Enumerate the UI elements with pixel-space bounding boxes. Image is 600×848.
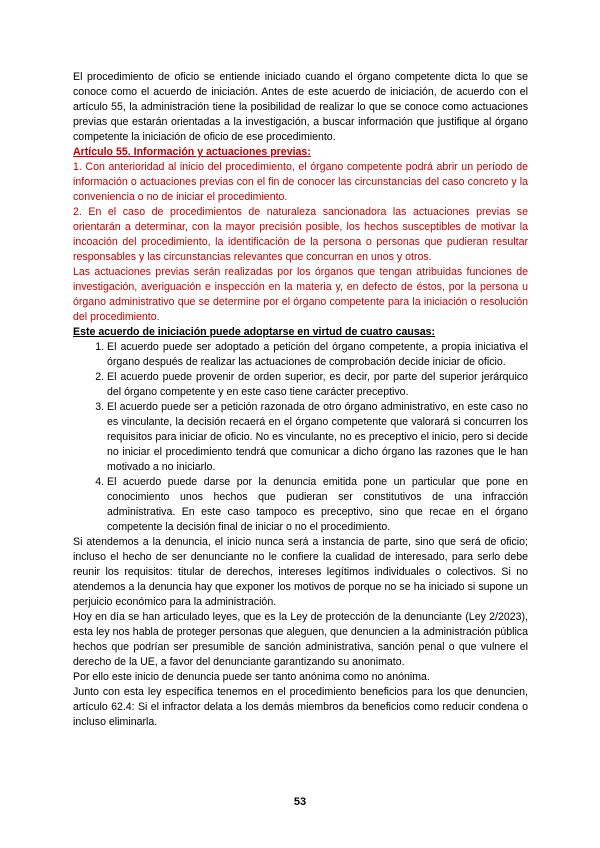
article-55-point-3: Las actuaciones previas serán realizadas por los órganos que tengan atribuidas funciones de investigación, averiguación e inspección en la materia y, en defecto de éstos, por la persona u órgano administrativo que se determine por el órgano competente para la iniciación o resolución del procedimiento. bbox=[73, 266, 528, 323]
ley-paragraph: Hoy en día se han articulado leyes, que es la Ley de protección de la denunciante (Ley 2/2023), esta ley nos habla de proteger personas que aleguen, que denuncien a la administración pública hechos que podrían ser presumible de sanción administrativa, sanción penal o que vulnere el derecho de la UE, a favor del denunciante garantizando su anonimato. bbox=[73, 611, 528, 668]
cause-item: 3. El acuerdo puede ser a petición razonada de otro órgano administrativo, en este caso no es vinculante, la decisión recaerá en el órgano competente que valorará si concurren los requisitos para iniciar de oficio. No es vinculante, no es preceptivo el inicio, pero si decide no iniciar el procedimiento tendrá que comunicar a dicho órgano las razones que le han motivado a no iniciarlo. bbox=[107, 400, 528, 475]
causes-heading: Este acuerdo de iniciación puede adoptarse en virtud de cuatro causas: bbox=[73, 326, 436, 338]
article-55-point-1: 1. Con anterioridad al inicio del procedimiento, el órgano competente podrá abrir un período de información o actuaciones previas con el fin de conocer las circunstancias del caso concreto y la conveniencia o no de iniciar el procedimiento. bbox=[73, 161, 528, 203]
junto-paragraph: Junto con esta ley específica tenemos en el procedimiento beneficios para los que denuncien, artículo 62.4: Si el infractor delata a los demás miembros da beneficios como reducir condena o incluso eliminarla. bbox=[73, 686, 528, 728]
page-number: 53 bbox=[293, 796, 307, 808]
cause-item: 1. El acuerdo puede ser adoptado a petición del órgano competente, a propia iniciativa el órgano después de realizar las actuaciones de comprobación decide iniciar de oficio. bbox=[107, 340, 528, 370]
causes-list bbox=[73, 340, 528, 535]
anonima-paragraph: Por ello este inicio de denuncia puede ser tanto anónima como no anónima. bbox=[73, 671, 430, 683]
article-55-point-2: 2. En el caso de procedimientos de naturaleza sancionadora las actuaciones previas se orientarán a determinar, con la mayor precisión posible, los hechos susceptibles de motivar la incoación del procedimiento, la identificación de la persona o personas que pudieran resultar responsables y las circunstancias relevantes que concurran en unos y otros. bbox=[73, 206, 528, 263]
cause-item: 4. El acuerdo puede darse por la denuncia emitida pone un particular que pone en conocimiento unos hechos que pudieran ser constitutivos de una infracción administrativa. En este caso tampoco es preceptivo, sino que recae en el órgano competente la decisión final de iniciar o no el procedimiento. bbox=[107, 475, 528, 535]
document-body bbox=[73, 70, 528, 730]
denuncia-paragraph: Si atendemos a la denuncia, el inicio nunca será a instancia de parte, sino que será de oficio; incluso el hecho de ser denunciante no le confiere la cualidad de interesado, para serlo debe reunir los requisitos: titular de derechos, intereses legítimos individuales o colectivos. Si no atendemos a la denuncia hay que exponer los motivos de porque no se ha iniciado si supone un perjuicio económico para la administración. bbox=[73, 536, 528, 608]
cause-item: 2. El acuerdo puede provenir de orden superior, es decir, por parte del superior jerárquico del órgano competente y en este caso tiene carácter preceptivo. bbox=[107, 370, 528, 400]
intro-paragraph: El procedimiento de oficio se entiende iniciado cuando el órgano competente dicta lo que se conoce como el acuerdo de iniciación. Antes de este acuerdo de iniciación, de acuerdo con el artículo 55, la administración tiene la posibilidad de realizar lo que se conoce como actuaciones previas que estarán orientadas a la investigación, a buscar información que justifique al órgano competente la iniciación de oficio de ese procedimiento. bbox=[73, 71, 528, 143]
article-55-heading: Artículo 55. Información y actuaciones previas: bbox=[73, 146, 311, 158]
